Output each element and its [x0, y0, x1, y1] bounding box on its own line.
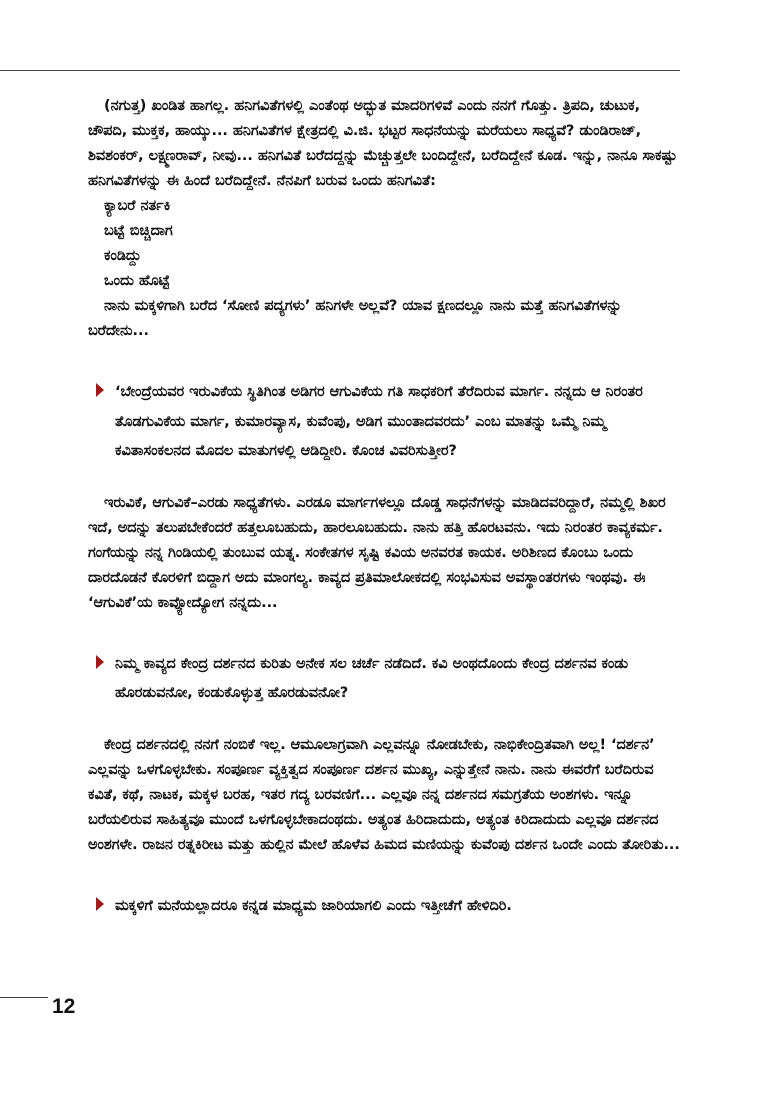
article-body	[88, 94, 684, 921]
question-marker-icon	[96, 655, 104, 669]
question-block	[88, 650, 684, 709]
page-number: 12	[52, 995, 76, 1018]
answer-paragraph: ಇರುವಿಕೆ, ಆಗುವಿಕೆ–ಎರಡು ಸಾಧ್ಯತೆಗಳು. ಎರಡೂ ಮಾರ್ಗಗಳಲ್ಲೂ ದೊಡ್ಡ ಸಾಧನೆಗಳನ್ನು ಮಾಡಿದವರಿದ್ದಾರೆ, ನಮ್ಮಲ್ಲಿ ಶಿಖರ ಇದೆ, ಅದನ್ನು ತಲುಪಬೇಕೆಂದರೆ ಹತ್ತಲೂಬಹುದು, ಹಾರಲೂಬಹುದು. ನಾನು ಹತ್ತಿ ಹೊರಟವನು. ಇದು ನಿರಂತರ ಕಾವ್ಯಕರ್ಮ. ಗಂಗೆಯನ್ನು ನನ್ನ ಗಿಂಡಿಯಲ್ಲಿ ತುಂಬುವ ಯತ್ನ. ಸಂಕೇತಗಳ ಸೃಷ್ಟಿ ಕವಿಯ ಅನವರತ ಕಾಯಕ. ಅರಿಶಿಣದ ಕೊಂಬು ಒಂದು ದಾರದೊಡನೆ ಕೊರಳಿಗೆ ಬಿದ್ದಾಗ ಅದು ಮಾಂಗಲ್ಯ. ಕಾವ್ಯದ ಪ್ರತಿಮಾಲೋಕದಲ್ಲಿ ಸಂಭವಿಸುವ ಅವಸ್ಥಾಂತರಗಳು ಇಂಥವು. ಈ ‘ಆಗುವಿಕೆ’ಯ ಕಾವ್ಯೋದ್ಯೋಗ ನನ್ನದು...	[88, 494, 666, 611]
question-text: ‘ಬೇಂದ್ರೆಯವರ ಇರುವಿಕೆಯ ಸ್ಥಿತಿಗಿಂತ ಅಡಿಗರ ಆಗುವಿಕೆಯ ಗತಿ ಸಾಧಕರಿಗೆ ತೆರೆದಿರುವ ಮಾರ್ಗ. ನನ್ನದು ಆ ನಿರಂತರ ತೊಡಗುವಿಕೆಯ ಮಾರ್ಗ, ಕುಮಾರವ್ಯಾಸ, ಕುವೆಂಪು, ಅಡಿಗ ಮುಂತಾದವರದು’ ಎಂಬ ಮಾತನ್ನು ಒಮ್ಮೆ ನಿಮ್ಮ ಕವಿತಾಸಂಕಲನದ ಮೊದಲ ಮಾತುಗಳಲ್ಲಿ ಆಡಿದ್ದೀರಿ. ಕೊಂಚ ವಿವರಿಸುತ್ತೀರ?	[115, 384, 643, 459]
bottom-rule	[0, 997, 48, 998]
answer-paragraph: ನಾನು ಮಕ್ಕಳಿಗಾಗಿ ಬರೆದ ‘ಸೋಣಿ ಪದ್ಯಗಳು’ ಹನಿಗಳೇ ಅಲ್ಲವೆ? ಯಾವ ಕ್ಷಣದಲ್ಲೂ ನಾನು ಮತ್ತೆ ಹನಿಗವಿತೆಗಳನ್ನು ಬರೆದೇನು...	[88, 298, 622, 339]
poem-line: ಒಂದು ಹೊಟ್ಟೆ	[104, 273, 170, 289]
poem-line: ಬಟ್ಟೆ ಬಿಚ್ಚಿದಾಗ	[104, 223, 173, 239]
poem	[88, 194, 684, 294]
answer-paragraph: (ನಗುತ್ತ) ಖಂಡಿತ ಹಾಗಲ್ಲ. ಹನಿಗವಿತೆಗಳಲ್ಲಿ ಎಂತೆಂಥ ಅದ್ಭುತ ಮಾದರಿಗಳಿವೆ ಎಂದು ನನಗೆ ಗೊತ್ತು. ತ್ರಿಪದಿ, ಚುಟುಕ, ಚೌಪದಿ, ಮುಕ್ತಕ, ಹಾಯ್ಕು... ಹನಿಗವಿತೆಗಳ ಕ್ಷೇತ್ರದಲ್ಲಿ ವಿ.ಜಿ. ಭಟ್ಟರ ಸಾಧನೆಯನ್ನು ಮರೆಯಲು ಸಾಧ್ಯವೆ? ಡುಂಡಿರಾಜ್, ಶಿವಶಂಕರ್, ಲಕ್ಷ್ಮಣರಾವ್, ನೀವು... ಹನಿಗವಿತೆ ಬರೆದದ್ದನ್ನು ಮೆಚ್ಚುತ್ತಲೇ ಬಂದಿದ್ದೇನೆ, ಬರೆದಿದ್ದೇನೆ ಕೂಡ. ಇನ್ನು, ನಾನೂ ಸಾಕಷ್ಟು ಹನಿಗವಿತೆಗಳನ್ನು ಈ ಹಿಂದೆ ಬರೆದಿದ್ದೇನೆ. ನೆನಪಿಗೆ ಬರುವ ಒಂದು ಹನಿಗವಿತೆ:	[88, 98, 677, 189]
answer-paragraph: ಕೇಂದ್ರ ದರ್ಶನದಲ್ಲಿ ನನಗೆ ನಂಬಿಕೆ ಇಲ್ಲ. ಆಮೂಲಾಗ್ರವಾಗಿ ಎಲ್ಲವನ್ನೂ ನೋಡಬೇಕು, ನಾಭಿಕೇಂದ್ರಿತವಾಗಿ ಅಲ್ಲ! ‘ದರ್ಶನ’ ಎಲ್ಲವನ್ನು ಒಳಗೊಳ್ಳಬೇಕು. ಸಂಪೂರ್ಣ ವ್ಯಕ್ತಿತ್ವದ ಸಂಪೂರ್ಣ ದರ್ಶನ ಮುಖ್ಯ, ಎನ್ನುತ್ತೇನೆ ನಾನು. ನಾನು ಈವರೆಗೆ ಬರೆದಿರುವ ಕವಿತೆ, ಕಥೆ, ನಾಟಕ, ಮಕ್ಕಳ ಬರಹ, ಇತರ ಗದ್ಯ ಬರವಣಿಗೆ... ಎಲ್ಲವೂ ನನ್ನ ದರ್ಶನದ ಸಮಗ್ರತೆಯ ಅಂಶಗಳು. ಇನ್ನೂ ಬರೆಯಲಿರುವ ಸಾಹಿತ್ಯವೂ ಮುಂದೆ ಒಳಗೊಳ್ಳಬೇಕಾದಂಥದು. ಅತ್ಯಂತ ಹಿರಿದಾದುದು, ಅತ್ಯಂತ ಕಿರಿದಾದುದು ಎಲ್ಲವೂ ದರ್ಶನದ ಅಂಶಗಳೇ. ರಾಜನ ರತ್ನಕಿರೀಟ ಮತ್ತು ಹುಲ್ಲಿನ ಮೇಲೆ ಹೊಳೆವ ಹಿಮದ ಮಣಿಯನ್ನು ಕುವೆಂಪು ದರ್ಶನ ಒಂದೇ ಎಂದು ತೋರಿತು...	[88, 736, 680, 853]
poem-line: ಕಂಡಿದ್ದು	[104, 248, 142, 264]
question-text: ನಿಮ್ಮ ಕಾವ್ಯದ ಕೇಂದ್ರ ದರ್ಶನದ ಕುರಿತು ಅನೇಕ ಸಲ ಚರ್ಚೆ ನಡೆದಿದೆ. ಕವಿ ಅಂಥದೊಂದು ಕೇಂದ್ರ ದರ್ಶನವ ಕಂಡು ಹೊರಡುವನೋ, ಕಂಡುಕೊಳ್ಳುತ್ತ ಹೊರಡುವನೋ?	[115, 655, 629, 701]
top-rule	[0, 70, 680, 71]
poem-line: ಕ್ಯಾಬರೆ ನರ್ತಕಿ	[104, 198, 171, 214]
question-text: ಮಕ್ಕಳಿಗೆ ಮನೆಯಲ್ಲಾದರೂ ಕನ್ನಡ ಮಾಧ್ಯಮ ಜಾರಿಯಾಗಲಿ ಎಂದು ಇತ್ತೀಚೆಗೆ ಹೇಳಿದಿರಿ.	[115, 897, 512, 914]
question-block	[88, 378, 684, 467]
question-block	[88, 892, 684, 922]
question-marker-icon	[96, 383, 104, 397]
question-marker-icon	[96, 897, 104, 911]
